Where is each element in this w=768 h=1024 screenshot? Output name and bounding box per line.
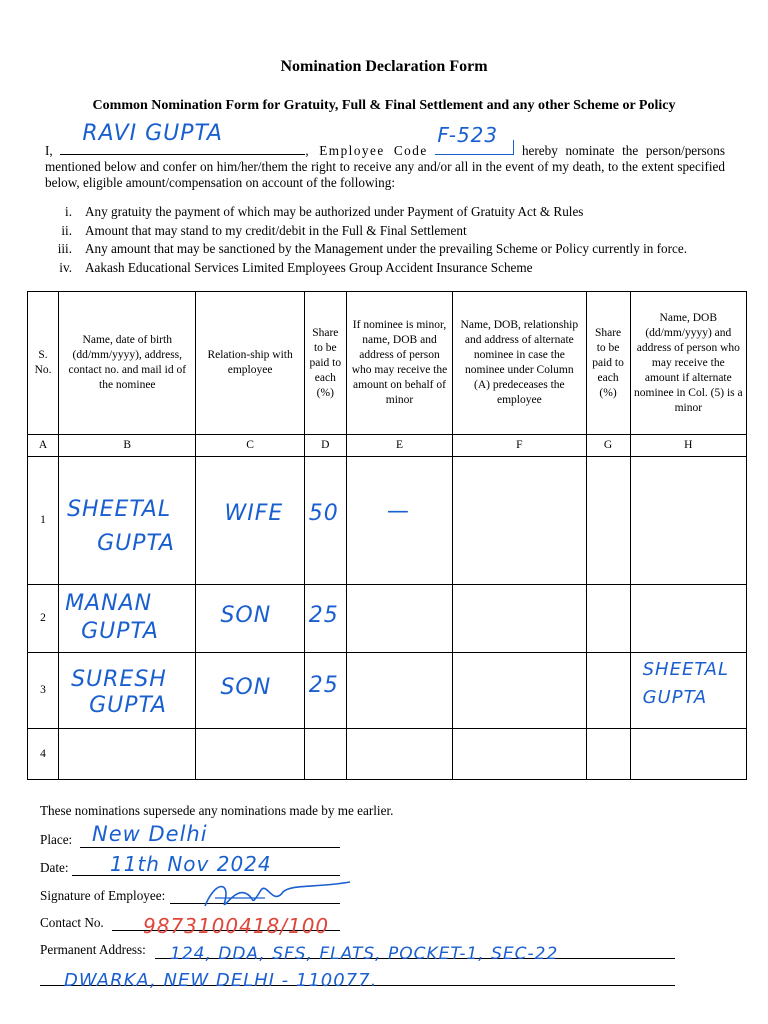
- address-label: Permanent Address:: [40, 942, 146, 957]
- place-label: Place:: [40, 832, 73, 847]
- header-alt-minor-guardian: Name, DOB (dd/mm/yyyy) and address of person who may receive the amount if alternate nominee in Col. (5) is a minor: [630, 292, 746, 435]
- intro-paragraph: [45, 121, 725, 191]
- signature-image: [195, 876, 355, 916]
- employee-code-label: , Employee Code: [305, 143, 428, 158]
- place-value: New Delhi: [92, 822, 208, 846]
- contact-label: Contact No.: [40, 915, 104, 930]
- alt-share-cell[interactable]: [586, 457, 630, 585]
- alt-share-cell[interactable]: [586, 653, 630, 729]
- header-sno: S. No.: [28, 292, 59, 435]
- header-minor-guardian: If nominee is minor, name, DOB and address of person who may receive the amount on behalf of minor: [346, 292, 452, 435]
- nominee-cell[interactable]: [59, 729, 196, 780]
- form-title: Nomination Declaration Form: [280, 58, 488, 75]
- form-subtitle: Common Nomination Form for Gratuity, Full & Final Settlement and any other Scheme or Policy: [92, 98, 676, 113]
- nominee-cell[interactable]: MANAN GUPTA: [59, 585, 196, 653]
- share-cell[interactable]: [304, 729, 346, 780]
- alt-minor-cell[interactable]: SHEETAL GUPTA: [630, 653, 746, 729]
- header-alternate-nominee: Name, DOB, relationship and address of alternate nominee in case the nominee under Column (A) predeceases the employee: [453, 292, 586, 435]
- relation-cell[interactable]: [196, 729, 304, 780]
- nominee-cell[interactable]: SURESH GUPTA: [59, 653, 196, 729]
- header-share: Share to be paid to each (%): [304, 292, 346, 435]
- minor-cell[interactable]: [346, 729, 452, 780]
- alternate-cell[interactable]: [453, 585, 586, 653]
- signature-label: Signature of Employee:: [40, 888, 166, 903]
- table-row: [28, 653, 747, 729]
- alternate-cell[interactable]: [453, 729, 586, 780]
- minor-cell[interactable]: —: [346, 457, 452, 585]
- minor-cell[interactable]: [346, 585, 452, 653]
- column-letter-row: A B C D E F G H: [28, 435, 747, 457]
- supersede-text: These nominations supersede any nominations made by me earlier.: [40, 803, 394, 818]
- alt-minor-cell[interactable]: [630, 585, 746, 653]
- relation-cell[interactable]: SON: [196, 585, 304, 653]
- header-alt-share: Share to be paid to each (%): [586, 292, 630, 435]
- list-item: iv. Aakash Educational Services Limited Employees Group Accident Insurance Scheme: [59, 259, 533, 275]
- table-header-row: [28, 292, 747, 435]
- relation-cell[interactable]: SON: [196, 653, 304, 729]
- employee-code-field[interactable]: [435, 123, 514, 155]
- alt-share-cell[interactable]: [586, 729, 630, 780]
- list-item: iii. Any amount that may be sanctioned by the Management under the prevailing Scheme or Policy currently in force.: [57, 241, 688, 256]
- row-sno: 2: [28, 585, 59, 653]
- address-value-line1: 124, DDA, SFS, FLATS, POCKET-1, SEC-22: [170, 944, 559, 964]
- list-item: i. Any gratuity the payment of which may be authorized under Payment of Gratuity Act & Rules: [65, 204, 584, 219]
- intro-prefix: I,: [45, 143, 53, 158]
- table-row: [28, 585, 747, 653]
- header-nominee: Name, date of birth (dd/mm/yyyy), address, contact no. and mail id of the nominee: [59, 292, 196, 435]
- intro-rest: hereby nominate the person/persons mentioned below and confer on him/her/them the right to receive any and/or all in the event of my death, to the extent specified below, eligible amount/compensation on account of the following:: [45, 143, 725, 190]
- employee-name-field[interactable]: [60, 121, 305, 155]
- alternate-cell[interactable]: [453, 653, 586, 729]
- contact-value: 9873100418/100: [143, 914, 330, 938]
- header-relation: Relation-ship with employee: [196, 292, 304, 435]
- table-row: [28, 729, 747, 780]
- row-sno: 1: [28, 457, 59, 585]
- alt-minor-cell[interactable]: [630, 729, 746, 780]
- nominee-cell[interactable]: SHEETAL GUPTA: [59, 457, 196, 585]
- date-label: Date:: [40, 860, 69, 875]
- relation-cell[interactable]: WIFE: [196, 457, 304, 585]
- employee-code-value: F-523: [437, 123, 499, 147]
- alt-minor-cell[interactable]: [630, 457, 746, 585]
- list-item: ii. Amount that may stand to my credit/debit in the Full & Final Settlement: [61, 222, 467, 238]
- row-sno: 4: [28, 729, 59, 780]
- alt-share-cell[interactable]: [586, 585, 630, 653]
- items-list: [45, 203, 687, 277]
- share-cell[interactable]: 50: [304, 457, 346, 585]
- share-cell[interactable]: 25: [304, 653, 346, 729]
- nomination-table: [27, 291, 747, 780]
- share-cell[interactable]: 25: [304, 585, 346, 653]
- date-value: 11th Nov 2024: [110, 852, 272, 876]
- employee-name-value: RAVI GUPTA: [82, 121, 223, 146]
- address-value-line2: DWARKA, NEW DELHI - 110077.: [64, 970, 378, 991]
- place-field[interactable]: [80, 847, 340, 848]
- minor-cell[interactable]: [346, 653, 452, 729]
- alternate-cell[interactable]: [453, 457, 586, 585]
- row-sno: 3: [28, 653, 59, 729]
- table-row: [28, 457, 747, 585]
